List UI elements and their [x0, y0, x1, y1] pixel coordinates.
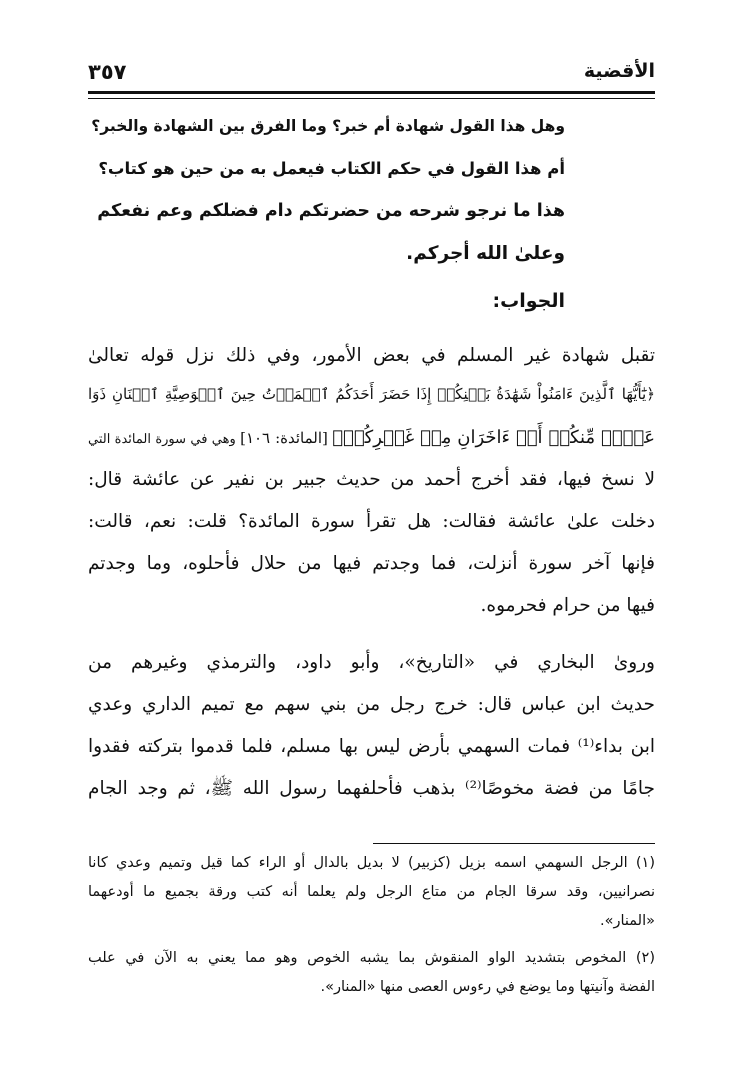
question-line-4: وعلىٰ الله أجركم.: [406, 243, 565, 264]
footnote-1-line-2: نصرانيين، وقد سرقا الجام من متاع الرجل ولم يعلما أنه كتب ورقة بجميع ما أودعهما: [88, 884, 655, 900]
para2-line-1: وروىٰ البخاري في «التاريخ»، وأبو داود، والترمذي وغيرهم من: [88, 652, 655, 673]
footnote-2-line-2: الفضة وآنيتها وما يوضع في رءوس العصى منها «المنار».: [320, 979, 655, 995]
page-header: [88, 58, 655, 88]
footnote-1-line-1: (١) الرجل السهمي اسمه بزيل (كزبير) لا بديل بالدال أو الراء كما قيل وتميم وعدي كانا: [88, 855, 655, 871]
para1-line-5: دخلت علىٰ عائشة فقالت: هل تقرأ سورة المائدة؟ قلت: نعم، قالت:: [88, 511, 655, 532]
para1-line-3: [88, 427, 655, 448]
footnote-separator: [373, 843, 655, 844]
para2-line-3: ابن بداء⁽¹⁾ فمات السهمي بأرض ليس بها مسلم، فلما قدموا بتركته فقدوا: [88, 736, 655, 757]
question-line-2: أم هذا القول في حكم الكتاب فيعمل به من حين هو كتاب؟: [98, 159, 565, 178]
header-rule-thin: [88, 98, 655, 99]
para1-line-7: فيها من حرام فحرموه.: [480, 595, 655, 616]
question-line-3: هذا ما نرجو شرحه من حضرتكم دام فضلكم وعم نفعكم: [97, 201, 565, 221]
footnote-2-line-1: (٢) المخوص بتشديد الواو المنقوش بما يشبه الخوص وهو مما يعني به الآن في علب: [88, 950, 655, 966]
para1-line-1: تقبل شهادة غير المسلم في بعض الأمور، وفي ذلك نزل قوله تعالىٰ: [88, 345, 655, 366]
para1-line-6: فإنها آخر سورة أنزلت، فما وجدتم فيها من حلال فأحلوه، وما وجدتم: [88, 553, 655, 574]
answer-heading: الجواب:: [492, 290, 565, 312]
para1-line-3-rest: وهي في سورة المائدة التي: [88, 432, 236, 447]
footnote-1-line-3: «المنار».: [600, 913, 655, 929]
header-rule-thick: [88, 91, 655, 94]
quran-verse-line-2: عَدۡلٖ مِّنكُمۡ أَوۡ ءَاخَرَانِ مِنۡ غَيۡرِكُمۡ﴾: [332, 427, 655, 448]
verse-reference: [المائدة: ١٠٦]: [240, 429, 328, 447]
quran-verse-line-1: ﴿يَٰٓأَيُّهَا ٱلَّذِينَ ءَامَنُواْ شَهَٰدَةُ بَيۡنِكُمۡ إِذَا حَضَرَ أَحَدَكُمُ ٱلۡمَوۡتُ حِينَ ٱلۡوَصِيَّةِ ٱثۡنَانِ ذَوَا: [88, 385, 655, 403]
para2-line-2: حديث ابن عباس قال: خرج رجل من بني سهم مع تميم الداري وعدي: [88, 694, 655, 715]
para1-line-4: لا نسخ فيها، فقد أخرج أحمد من حديث جبير بن نفير عن عائشة قال:: [88, 469, 655, 490]
question-line-1: وهل هذا القول شهادة أم خبر؟ وما الفرق بين الشهادة والخبر؟: [91, 117, 565, 135]
page-number: ٣٥٧: [88, 60, 127, 84]
para2-line-4: جامًا من فضة مخوصًا⁽²⁾ بذهب فأحلفهما رسول الله ﷺ، ثم وجد الجام: [88, 778, 655, 799]
chapter-title: الأقضية: [583, 60, 655, 82]
